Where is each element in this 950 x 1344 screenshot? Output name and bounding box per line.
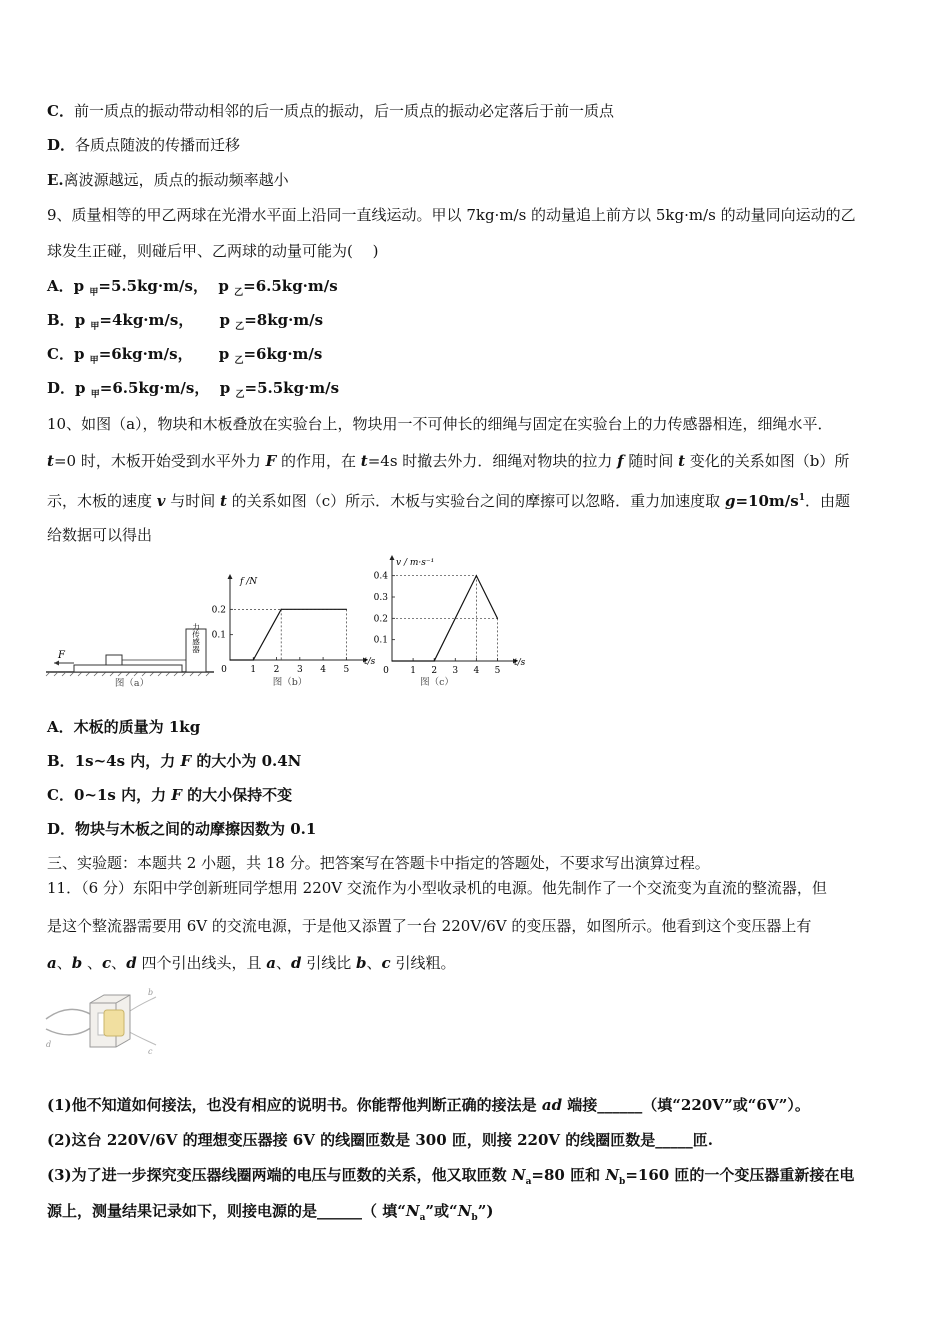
q10-option-c: C．0~1s 内，力 F 的大小保持不变 — [47, 786, 293, 804]
data-point — [253, 659, 254, 660]
figure-c-chart — [362, 553, 530, 693]
y-tick-label: 0.2 — [211, 605, 226, 616]
q10-stem-line2: t=0 时，木板开始受到水平外力 F 的作用，在 t=4s 时撤去外力．细绳对物块的拉力 f 随时间 t 变化的关系如图（b）所 — [47, 452, 850, 470]
x-tick-label: 3 — [452, 666, 459, 676]
y-tick-label: 0.4 — [373, 571, 388, 582]
figure-a — [44, 612, 216, 692]
y-tick-label: 0.1 — [211, 630, 226, 641]
data-point — [391, 660, 392, 661]
q9-option-a: A．p $_甲$=5.5kg·m/s， p $_乙$=6.5kg·m/s — [47, 277, 338, 298]
force-label: F — [58, 650, 65, 661]
q11-stem-line1: 11．（6 分）东阳中学创新班同学想用 220V 交流作为小型收录机的电源。他先制作了一个交流变为直流的整流器，但 — [47, 879, 827, 897]
x-tick-label: 0 — [221, 665, 227, 675]
q11-stem-line2: 是这个整流器需要用 6V 的交流电源，于是他又添置了一台 220V/6V 的变压器，如图所示。他看到这个变压器上有 — [47, 917, 812, 935]
q10-stem-line1: 10、如图（a），物块和木板叠放在实验台上，物块用一不可伸长的细绳与固定在实验台上的力传感器相连，细绳水平． — [47, 415, 833, 433]
data-point — [476, 575, 477, 576]
q8-option-d: D．各质点随波的传播而迁移 — [47, 136, 241, 154]
terminal-c-label: c — [148, 1047, 153, 1056]
figure-c-xlabel: t/s — [514, 658, 526, 668]
figure-a-caption: 图（a） — [114, 678, 150, 689]
q10-stem-line3: 示，木板的速度 v 与时间 t 的关系如图（c）所示．木板与实验台之间的摩擦可以忽略．重力加速度取 $g=10m/s^1$．由题 — [47, 492, 850, 510]
q10-option-d: D．物块与木板之间的动摩擦因数为 0.1 — [47, 820, 317, 838]
wooden-board — [74, 665, 182, 672]
q9-stem-line2: 球发生正碰，则碰后甲、乙两球的动量可能为( ) — [47, 242, 379, 260]
data-point — [346, 609, 347, 610]
x-tick-label: 3 — [296, 665, 303, 675]
q11-stem-line3: a、b 、c、d 四个引出线头，且 a、d 引线比 b、c 引线粗。 — [47, 954, 456, 972]
wire-d — [46, 1027, 92, 1035]
q9-option-d: D．p $_甲$=6.5kg·m/s， p $_乙$=5.5kg·m/s — [47, 379, 340, 400]
force-sensor-label: 力传感器 — [191, 623, 201, 653]
x-tick-label: 2 — [273, 665, 280, 675]
figure-c-ylabel: v / m·s⁻¹ — [396, 558, 435, 568]
y-tick-label: 0.1 — [373, 635, 388, 646]
figure-c-caption: 图（c） — [420, 677, 454, 688]
q10-stem-line4: 给数据可以得出 — [47, 526, 153, 544]
q9-option-b: B．p $_甲$=4kg·m/s， p $_乙$=8kg·m/s — [47, 311, 324, 332]
data-point — [281, 609, 282, 610]
data-point — [497, 618, 498, 619]
x-tick-label: 4 — [320, 665, 326, 675]
y-tick-label: 0.3 — [373, 593, 388, 603]
force-arrow-head — [54, 661, 59, 666]
q11-part3-line2: 源上，测量结果记录如下，则接电源的是______（ 填“$N_a$”或“$N_b$”) — [47, 1202, 494, 1223]
figure-b-ylabel: f /N — [240, 577, 258, 587]
q11-part3-line1: (3)为了进一步探究变压器线圈两端的电压与匝数的关系，他又取匝数 $N_a=80$ 匝和 $N_b=160$ 匝的一个变压器重新接在电 — [47, 1166, 855, 1187]
figure-b-chart — [211, 572, 378, 694]
q9-option-c: C．p $_甲$=6kg·m/s， p $_乙$=6kg·m/s — [47, 345, 323, 366]
section-3-heading: 三、实验题：本题共 2 小题，共 18 分。把答案写在答题卡中指定的答题处，不要求写出演算过程。 — [47, 854, 710, 872]
wire-a — [46, 1009, 92, 1019]
x-tick-label: 5 — [343, 665, 350, 675]
x-tick-label: 1 — [410, 666, 416, 676]
x-tick-label: 0 — [383, 666, 389, 676]
q8-option-e: E.离波源越远，质点的振动频率越小 — [47, 171, 289, 189]
x-tick-label: 4 — [473, 666, 480, 676]
block — [106, 655, 122, 665]
terminal-d-label: d — [46, 1040, 52, 1049]
y-tick-label: 0.2 — [373, 614, 388, 625]
q10-option-a: A．木板的质量为 1kg — [47, 718, 201, 736]
q11-part1: (1)他不知道如何接法，也没有相应的说明书。你能帮他判断正确的接法是 ad 端接______（填“220V”或“6V”）。 — [47, 1096, 810, 1114]
transformer-figure — [44, 985, 160, 1057]
y-axis-arrow — [390, 555, 395, 560]
q8-option-c: C．前一质点的振动带动相邻的后一质点的振动，后一质点的振动必定落后于前一质点 — [47, 102, 614, 120]
x-tick-label: 5 — [494, 666, 501, 676]
data-point — [229, 659, 230, 660]
q9-stem-line1: 9、质量相等的甲乙两球在光滑水平面上沿同一直线运动。甲以 7kg·m/s 的动量追上前方以 5kg·m/s 的动量同向运动的乙 — [47, 206, 856, 224]
coil — [104, 1010, 124, 1036]
figure-b-xlabel: t/s — [364, 657, 376, 667]
data-point — [434, 660, 435, 661]
y-axis-arrow — [228, 574, 233, 579]
series-line — [230, 609, 346, 660]
x-tick-label: 2 — [431, 666, 438, 676]
terminal-b-label: b — [148, 988, 154, 997]
x-tick-label: 1 — [250, 665, 257, 675]
figure-b-caption: 图（b） — [272, 677, 308, 688]
q10-option-b: B．1s~4s 内，力 F 的大小为 0.4N — [47, 752, 302, 770]
q11-part2: (2)这台 220V/6V 的理想变压器接 6V 的线圈匝数是 300 匝，则接 220V 的线圈匝数是_____匝. — [47, 1131, 713, 1149]
